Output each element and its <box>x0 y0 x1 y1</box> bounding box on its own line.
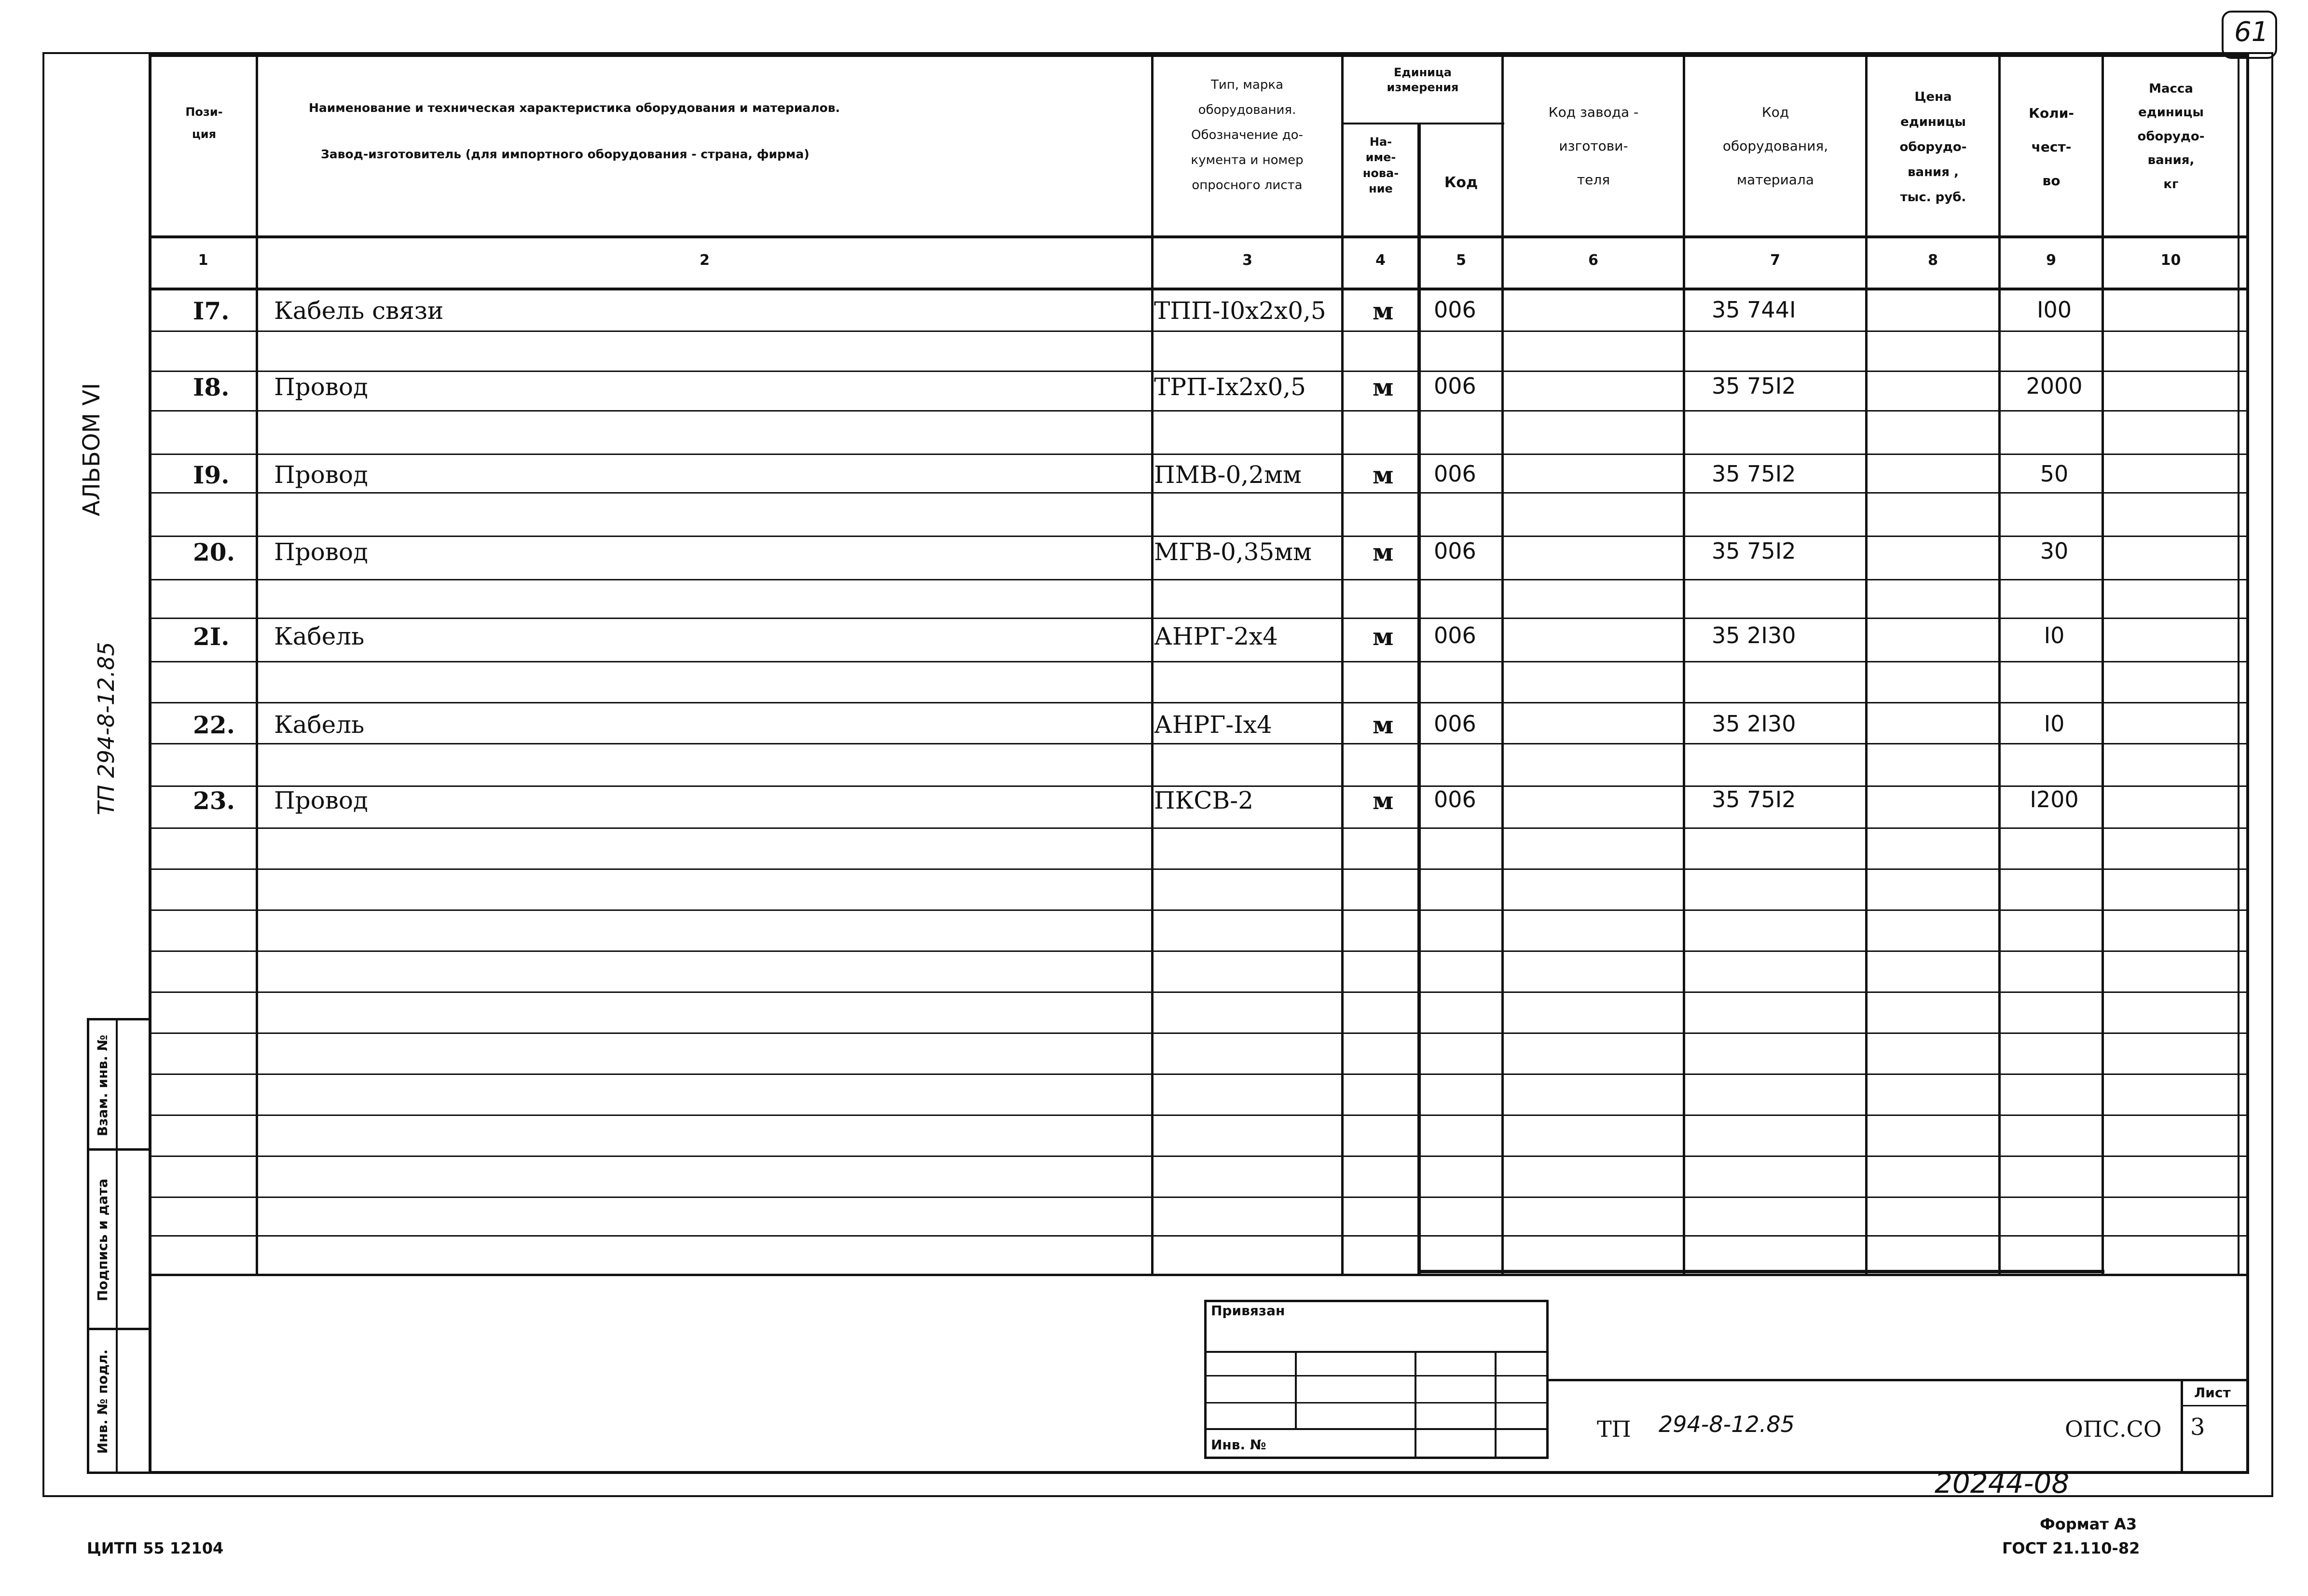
row-unit-code: 006 <box>1434 711 1476 737</box>
row-unit-code: 006 <box>1434 373 1476 399</box>
row-unit-code: 006 <box>1434 538 1476 564</box>
row-name: Кабель <box>274 711 365 739</box>
album-label: АЛЬБОМ VI <box>78 383 105 516</box>
row-unit: м <box>1373 538 1394 566</box>
row-divider <box>151 330 2247 332</box>
row-quantity: I200 <box>2030 786 2079 812</box>
column-number: 4 <box>1375 252 1386 269</box>
column-number: 5 <box>1456 252 1466 269</box>
header-type: Тип, марка оборудования. Обозначение до- кумента и номер опросного листа <box>1191 78 1304 193</box>
sheet-label: Лист <box>2194 1385 2231 1401</box>
column-number: 8 <box>1928 252 1938 269</box>
stamp-vzam: Взам. инв. № <box>95 1034 110 1137</box>
row-quantity: 2000 <box>2026 373 2083 399</box>
column-number: 10 <box>2160 252 2181 269</box>
header-unit-group: Единица измерения <box>1387 66 1459 95</box>
row-material-code: 35 75I2 <box>1712 786 1796 812</box>
column-number: 1 <box>198 252 208 269</box>
row-divider <box>151 1235 2247 1237</box>
doc-mark: ОПС.СО <box>2065 1416 2162 1442</box>
header-quantity: Коли- чест- во <box>2029 105 2074 189</box>
row-divider <box>151 579 2247 580</box>
row-divider <box>151 743 2247 744</box>
column-number: 6 <box>1588 252 1598 269</box>
row-divider <box>151 618 2247 619</box>
row-type: АНРГ-2х4 <box>1154 622 1278 650</box>
column-number: 2 <box>700 252 710 269</box>
row-material-code: 35 75I2 <box>1712 461 1796 487</box>
row-unit: м <box>1373 297 1394 325</box>
stamp-inv: Инв. № подл. <box>95 1349 110 1454</box>
row-divider <box>151 1156 2247 1157</box>
citp-label: ЦИТП 55 12104 <box>87 1539 224 1557</box>
row-quantity: 30 <box>2040 538 2069 564</box>
row-divider <box>151 661 2247 662</box>
header-unit-name: На- име- нова- ние <box>1362 135 1399 196</box>
row-type: ПМВ-0,2мм <box>1154 461 1302 489</box>
column-number: 9 <box>2046 252 2056 269</box>
row-position: 20. <box>193 538 235 566</box>
row-divider <box>151 1197 2247 1198</box>
row-divider <box>151 702 2247 703</box>
row-divider <box>151 1073 2247 1075</box>
row-position: I9. <box>193 461 230 489</box>
row-unit-code: 006 <box>1434 622 1476 648</box>
corner-mark: 61 <box>2222 11 2277 59</box>
row-type: ТРП-Iх2х0,5 <box>1154 373 1306 401</box>
row-name: Провод <box>274 538 368 566</box>
row-unit: м <box>1373 622 1394 651</box>
row-divider <box>151 950 2247 952</box>
row-name: Провод <box>274 461 368 489</box>
header-name-line1: Наименование и техническая характеристика оборудования и материалов. <box>309 101 840 115</box>
row-quantity: I0 <box>2044 711 2065 737</box>
row-unit-code: 006 <box>1434 461 1476 487</box>
row-material-code: 35 2I30 <box>1712 622 1796 648</box>
header-material-code: Код оборудования, материала <box>1722 104 1828 188</box>
tp-side-label: ТП 294-8-12.85 <box>93 642 119 815</box>
row-divider <box>151 909 2247 911</box>
row-unit: м <box>1373 373 1394 401</box>
privyazan-label: Привязан <box>1211 1303 1285 1319</box>
row-divider <box>151 868 2247 870</box>
row-type: ПКСВ-2 <box>1154 786 1254 814</box>
header-factory-code: Код завода - изготови- теля <box>1548 104 1639 188</box>
row-name: Кабель связи <box>274 297 444 325</box>
row-divider <box>151 1114 2247 1116</box>
inv-no-label: Инв. № <box>1211 1437 1266 1453</box>
row-material-code: 35 744I <box>1712 297 1796 323</box>
column-number: 3 <box>1242 252 1252 269</box>
header-position: Пози- ция <box>185 105 223 141</box>
row-unit-code: 006 <box>1434 297 1476 323</box>
stamp-podpis: Подпись и дата <box>95 1178 110 1302</box>
header-mass: Масса единицы оборудо- вания, кг <box>2137 82 2205 192</box>
row-divider <box>151 371 2247 372</box>
row-position: I7. <box>193 297 230 325</box>
row-name: Провод <box>274 373 368 401</box>
doc-code-prefix: ТП <box>1597 1416 1631 1442</box>
row-divider <box>151 827 2247 829</box>
row-divider <box>151 536 2247 537</box>
row-position: 2I. <box>193 622 230 651</box>
row-unit: м <box>1373 461 1394 489</box>
row-position: 23. <box>193 786 235 815</box>
header-unit-code: Код <box>1444 174 1478 191</box>
row-position: I8. <box>193 373 230 401</box>
gost-label: ГОСТ 21.110-82 <box>2002 1539 2140 1557</box>
header-price: Цена единицы оборудо- вания , тыс. руб. <box>1899 90 1967 205</box>
row-quantity: I0 <box>2044 622 2065 648</box>
row-unit: м <box>1373 786 1394 815</box>
format-label: Формат А3 <box>2040 1515 2137 1533</box>
row-quantity: I00 <box>2036 297 2072 323</box>
row-divider <box>151 1032 2247 1034</box>
row-name: Провод <box>274 786 368 814</box>
row-type: АНРГ-Iх4 <box>1154 711 1272 739</box>
row-material-code: 35 2I30 <box>1712 711 1796 737</box>
row-material-code: 35 75I2 <box>1712 538 1796 564</box>
row-unit: м <box>1373 711 1394 739</box>
sheet-number: 3 <box>2190 1414 2205 1441</box>
row-divider <box>151 991 2247 993</box>
row-material-code: 35 75I2 <box>1712 373 1796 399</box>
row-quantity: 50 <box>2040 461 2069 487</box>
doc-code-number: 294-8-12.85 <box>1659 1411 1795 1437</box>
header-name-line2: Завод-изготовитель (для импортного оборудования - страна, фирма) <box>321 147 810 161</box>
row-unit-code: 006 <box>1434 786 1476 812</box>
row-position: 22. <box>193 711 235 739</box>
row-divider <box>151 454 2247 455</box>
row-type: ТПП-I0х2х0,5 <box>1154 297 1326 325</box>
row-type: МГВ-0,35мм <box>1154 538 1312 566</box>
column-number: 7 <box>1770 252 1780 269</box>
handwritten-number: 20244-08 <box>1935 1467 2070 1500</box>
row-divider <box>151 410 2247 412</box>
row-name: Кабель <box>274 622 365 650</box>
row-divider <box>151 492 2247 494</box>
